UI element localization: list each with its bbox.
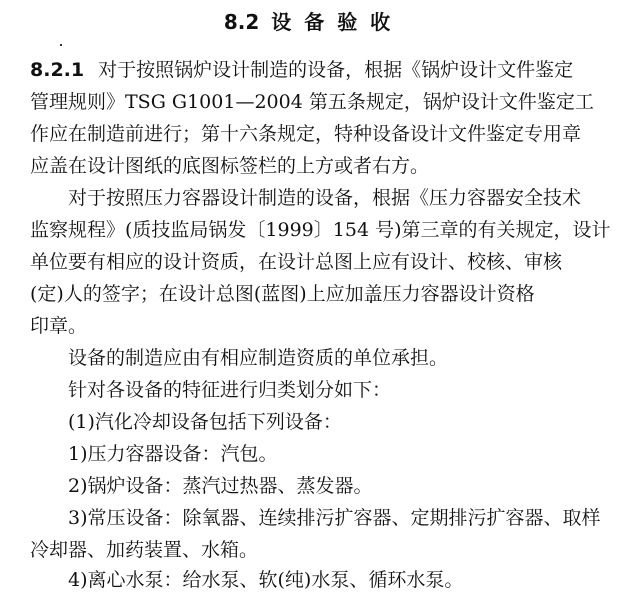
section-title: 设 备 验 收 [271, 10, 394, 34]
paragraph2-line3: 单位要有相应的设计资质，在设计总图上应有设计、校核、审核 [30, 251, 563, 273]
section-heading [0, 6, 617, 35]
list-item-5: 4)离心水泵：给水泵、软(纯)水泵、循环水泵。 [68, 569, 464, 591]
paragraph2-line4: (定)人的签字；在设计总图(蓝图)上应加盖压力容器设计资格 [30, 283, 535, 305]
paragraph1-text-1: 对于按照锅炉设计制造的设备，根据《锅炉设计文件鉴定 [98, 59, 574, 81]
list-item-1: (1)汽化冷却设备包括下列设备： [68, 411, 342, 433]
section-number: 8.2 [223, 10, 260, 34]
scan-speck [60, 44, 62, 46]
paragraph1-line3: 作应在制造前进行；第十六条规定，特种设备设计文件鉴定专用章 [30, 123, 582, 145]
list-item-3: 2)锅炉设备：蒸汽过热器、蒸发器。 [68, 475, 373, 497]
list-item-4-line1: 3)常压设备：除氧器、连续排污扩容器、定期排污扩容器、取样 [68, 507, 601, 529]
paragraph1-line1 [0, 56, 617, 84]
paragraph2-line2: 监察规程》(质技监局锅发〔1999〕154 号)第三章的有关规定，设计 [30, 219, 611, 241]
paragraph1-line4: 应盖在设计图纸的底图标签栏的上方或者右方。 [30, 155, 430, 177]
paragraph1-line2: 管理规则》TSG G1001—2004 第五条规定，锅炉设计文件鉴定工 [30, 91, 594, 113]
paragraph2-line5: 印章。 [30, 315, 88, 337]
paragraph2-line1: 对于按照压力容器设计制造的设备，根据《压力容器安全技术 [68, 187, 582, 209]
paragraph3: 设备的制造应由有相应制造资质的单位承担。 [68, 347, 449, 369]
list-item-4-line2: 冷却器、加药装置、水箱。 [30, 539, 259, 561]
subsection-number: 8.2.1 [30, 59, 85, 81]
list-item-2: 1)压力容器设备：汽包。 [68, 443, 278, 465]
paragraph4: 针对各设备的特征进行归类划分如下： [68, 379, 392, 401]
